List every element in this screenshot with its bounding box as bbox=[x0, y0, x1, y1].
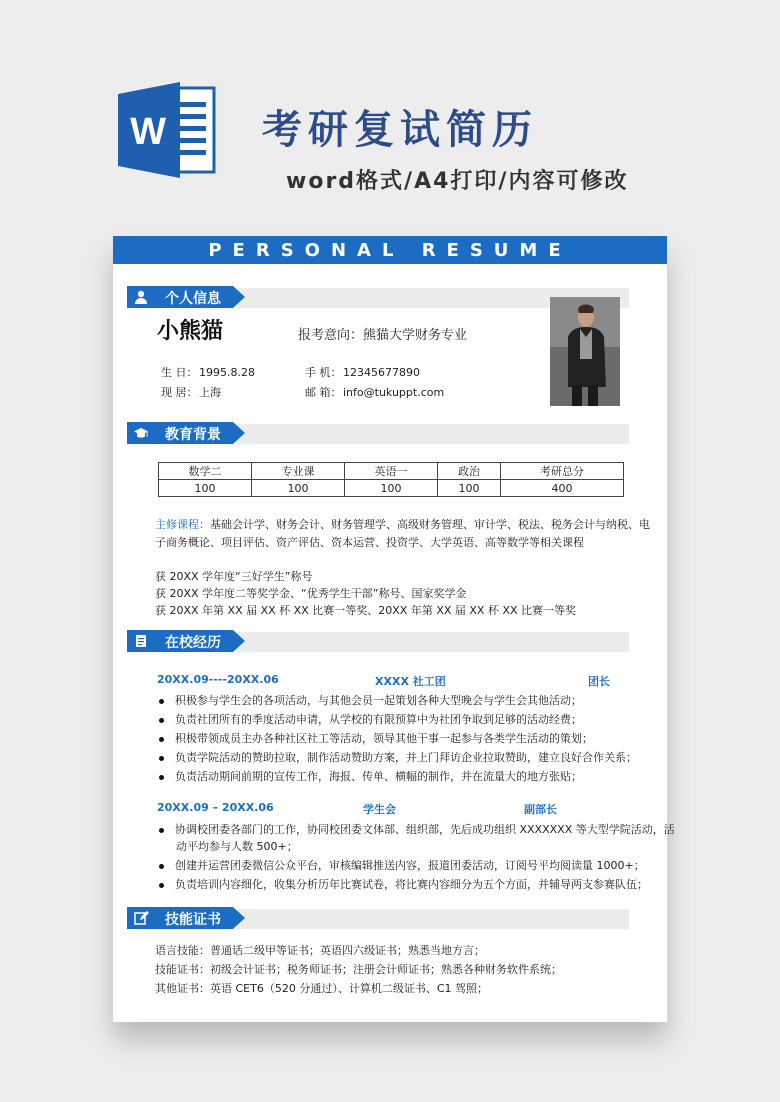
table-header-cell: 英语一 bbox=[345, 463, 438, 480]
table-cell: 100 bbox=[345, 480, 438, 497]
person-icon bbox=[133, 289, 149, 305]
experience-header bbox=[157, 673, 617, 687]
candidate-name: 小熊猫 bbox=[157, 319, 224, 344]
list-item: 积极参与学生会的各项活动，与其他会员一起策划各种大型晚会与学生会其他活动； bbox=[159, 692, 582, 708]
table-header-cell: 数学二 bbox=[159, 463, 252, 480]
skill-line: 语言技能：普通话二级甲等证书；英语四六级证书；熟悉当地方言； bbox=[155, 944, 485, 957]
list-item: 负责培训内容细化，收集分析历年比赛试卷，将比赛内容细分为五个方面，并辅导两支参赛队伍； bbox=[159, 876, 648, 892]
skill-line: 技能证书：初级会计证书；税务师证书；注册会计师证书；熟悉各种财务软件系统； bbox=[155, 963, 562, 976]
edit-icon bbox=[133, 910, 149, 926]
list-item: 协调校团委各部门的工作，协同校团委文体部、组织部，先后成功组织 XXXXXXX 等大型学院活动，活 bbox=[159, 821, 675, 837]
table-header-cell: 考研总分 bbox=[500, 463, 623, 480]
list-item: 负责社团所有的季度活动申请，从学校的有限预算中为社团争取到足够的活动经费； bbox=[159, 711, 582, 727]
hero-title: 考研复试简历 bbox=[262, 107, 538, 153]
courses-line-1: 主修课程：基础会计学、财务会计、财务管理学、高级财务管理、审计学、税法、税务会计与纳税、电 bbox=[155, 518, 650, 531]
award-item: 获 20XX 学年度二等奖学金、“优秀学生干部”称号、国家奖学金 bbox=[155, 587, 467, 600]
section-header-skills bbox=[127, 907, 629, 929]
table-cell: 100 bbox=[159, 480, 252, 497]
resume-page bbox=[113, 236, 675, 1022]
promo-header bbox=[0, 0, 780, 230]
document-icon bbox=[133, 633, 149, 649]
list-item: 负责活动期间前期的宣传工作，海报、传单、横幅的制作，并在流量大的地方张贴； bbox=[159, 768, 582, 784]
phone-info: 手 机： 12345677890 bbox=[305, 366, 420, 379]
list-item: 创建并运营团委微信公众平台，审核编辑推送内容，报道团委活动，订阅号平均阅读量 1000+； bbox=[159, 857, 645, 873]
hero-subtitle: word格式/A4打印/内容可修改 bbox=[286, 169, 629, 194]
section-title: 教育背景 bbox=[165, 427, 221, 443]
table-cell: 400 bbox=[500, 480, 623, 497]
svg-text:W: W bbox=[130, 111, 166, 153]
section-header-campus bbox=[127, 630, 629, 652]
experience-org: XXXX 社工团 bbox=[375, 675, 446, 688]
table-header-cell: 专业课 bbox=[252, 463, 345, 480]
section-header-education bbox=[127, 422, 629, 444]
section-title: 技能证书 bbox=[165, 912, 221, 928]
profile-photo bbox=[550, 297, 620, 406]
application-intent: 报考意向：熊猫大学财务专业 bbox=[298, 328, 468, 343]
experience-date: 20XX.09----20XX.06 bbox=[157, 673, 279, 686]
table-cell: 100 bbox=[252, 480, 345, 497]
resume-banner: PERSONAL RESUME bbox=[113, 236, 667, 264]
experience-role: 副部长 bbox=[524, 803, 557, 816]
section-title: 个人信息 bbox=[165, 291, 221, 307]
table-header-cell: 政治 bbox=[438, 463, 501, 480]
word-icon bbox=[118, 80, 222, 180]
list-item: 积极带领成员主办各种社区社工等活动，领导其他干事一起参与各类学生活动的策划； bbox=[159, 730, 593, 746]
award-item: 获 20XX 学年度“三好学生”称号 bbox=[155, 570, 313, 583]
score-table bbox=[158, 462, 624, 497]
list-item: 负责学院活动的赞助拉取，制作活动赞助方案，并上门拜访企业拉取赞助，建立良好合作关系； bbox=[159, 749, 637, 765]
table-row bbox=[159, 480, 624, 497]
graduation-cap-icon bbox=[133, 425, 149, 441]
experience-header bbox=[157, 801, 617, 815]
experience-date: 20XX.09 – 20XX.06 bbox=[157, 801, 274, 814]
residence-info: 现 居： 上海 bbox=[161, 386, 221, 399]
birth-info: 生 日： 1995.8.28 bbox=[161, 366, 255, 379]
experience-role: 团长 bbox=[588, 675, 610, 688]
list-item-continued: 动平均参与人数 500+； bbox=[176, 840, 298, 853]
award-item: 获 20XX 年第 XX 届 XX 杯 XX 比赛一等奖、20XX 年第 XX 届 XX 杯 XX 比赛一等奖 bbox=[155, 604, 577, 617]
courses-label: 主修课程： bbox=[155, 518, 210, 531]
email-info: 邮 箱： info@tukuppt.com bbox=[305, 386, 445, 399]
table-cell: 100 bbox=[438, 480, 501, 497]
experience-org: 学生会 bbox=[363, 803, 396, 816]
courses-line-2: 子商务概论、项目评估、资产评估、资本运营、投资学、大学英语、高等数学等相关课程 bbox=[155, 536, 584, 549]
skill-line: 其他证书：英语 CET6（520 分通过）、计算机二级证书、C1 驾照； bbox=[155, 982, 489, 995]
section-title: 在校经历 bbox=[165, 635, 221, 651]
table-header-row bbox=[159, 463, 624, 480]
